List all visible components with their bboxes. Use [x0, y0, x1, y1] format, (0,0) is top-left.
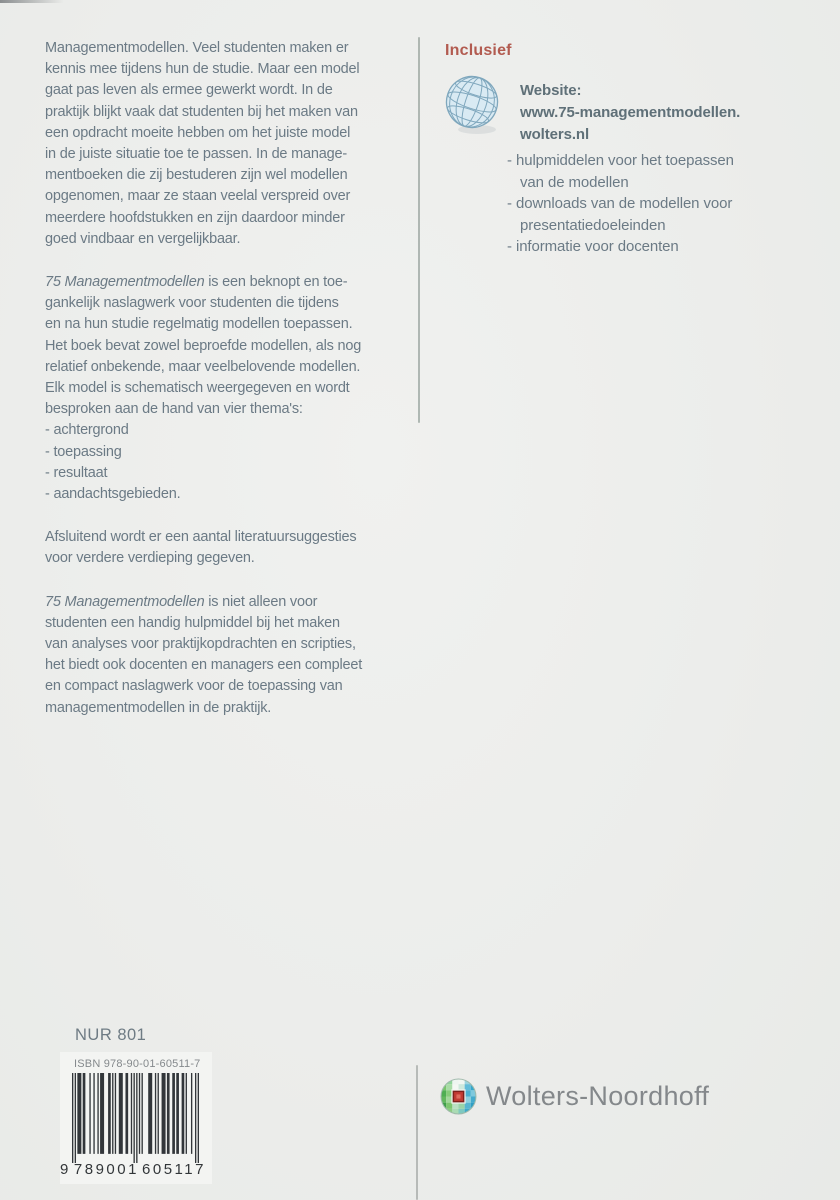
paragraph-audience	[45, 592, 362, 719]
bullet-item: - resultaat	[45, 464, 108, 481]
text-line: studenten een handig hulpmiddel bij het maken	[45, 614, 340, 631]
paragraph-literature	[45, 527, 362, 569]
website-line: wolters.nl	[520, 126, 590, 143]
themes-bullet-list	[45, 420, 362, 505]
text-line: praktijk blijkt vaak dat studenten bij het maken van	[45, 103, 358, 120]
feature-item: - hulpmiddelen voor het toepassen	[507, 152, 734, 169]
text-line: 75 Managementmodellen is niet alleen voor	[45, 593, 318, 610]
nur-code: NUR 801	[75, 1026, 147, 1044]
text-line: gankelijk naslagwerk voor studenten die tijdens	[45, 295, 339, 312]
feature-item: - downloads van de modellen voor	[507, 195, 733, 212]
paragraph-audience-lines	[45, 613, 362, 719]
paragraph-description-lines	[45, 293, 362, 420]
website-line: www.75-managementmodellen.	[520, 104, 741, 121]
text-line: besproken aan de hand van vier thema's:	[45, 401, 303, 418]
text-line: gaat pas leven als ermee gewerkt wordt. In de	[45, 82, 333, 99]
back-cover-text-column	[45, 38, 362, 741]
book-title-italic: 75 Managementmodellen	[45, 274, 205, 291]
text-line: van analyses voor praktijkopdrachten en scripties,	[45, 636, 356, 653]
text-line: relatief onbekende, maar veelbelovende modellen.	[45, 358, 361, 375]
book-title-italic: 75 Managementmodellen	[45, 593, 205, 610]
text-line: opgenomen, maar ze staan veelal verspreid over	[45, 188, 351, 205]
paragraph-description	[45, 272, 362, 505]
feature-item: - informatie voor docenten	[507, 238, 679, 255]
text-line: Het boek bevat zowel beproefde modellen, als nog	[45, 337, 362, 354]
bullet-item: - aandachtsgebieden.	[45, 486, 181, 503]
text-line: 75 Managementmodellen is een beknopt en toe-	[45, 274, 348, 291]
ean13-barcode	[72, 1073, 199, 1163]
feature-item: presentatiedoeleinden	[520, 216, 666, 234]
text-line: in de juiste situatie toe te passen. In de manage-	[45, 146, 347, 163]
text-line: managementmodellen in de praktijk.	[45, 699, 272, 716]
isbn-number: ISBN 978-90-01-60511-7	[74, 1058, 201, 1070]
inclusief-heading: Inclusief	[445, 42, 512, 59]
text-line: Elk model is schematisch weergegeven en wordt	[45, 380, 350, 397]
text-line: goed vindbaar en vergelijkbaar.	[45, 230, 241, 247]
photo-edge-artifact	[0, 0, 64, 3]
text-line: en compact naslagwerk voor de toepassing van	[45, 678, 343, 695]
website-features-list	[507, 150, 734, 258]
publisher-logo-icon	[440, 1078, 477, 1120]
website-address-block	[520, 80, 740, 146]
barcode-digits: 9 789001 605117	[60, 1161, 206, 1178]
bullet-item: - achtergrond	[45, 422, 129, 439]
publisher-name: Wolters-Noordhoff	[486, 1081, 710, 1111]
text-line: en na hun studie regelmatig modellen toepassen.	[45, 316, 353, 333]
bullet-item: - toepassing	[45, 443, 122, 460]
text-line: een opdracht moeite hebben om het juiste model	[45, 124, 351, 141]
paragraph-intro	[45, 38, 362, 250]
website-globe-icon	[443, 74, 507, 141]
column-divider-line	[418, 37, 420, 423]
text-line: mentboeken die zij bestuderen zijn wel modellen	[45, 167, 348, 184]
website-line: Website:	[520, 82, 582, 99]
text-line: kennis mee tijdens hun de studie. Maar een model	[45, 61, 360, 78]
footer-divider-line	[416, 1065, 418, 1200]
text-line: voor verdere verdieping gegeven.	[45, 550, 255, 567]
text-line: meerdere hoofdstukken en zijn daardoor minder	[45, 209, 345, 226]
text-line: het biedt ook docenten en managers een compleet	[45, 657, 363, 674]
text-line: Afsluitend wordt er een aantal literatuursuggesties	[45, 529, 357, 546]
feature-item: van de modellen	[520, 173, 629, 191]
text-line: Managementmodellen. Veel studenten maken er	[45, 40, 349, 56]
